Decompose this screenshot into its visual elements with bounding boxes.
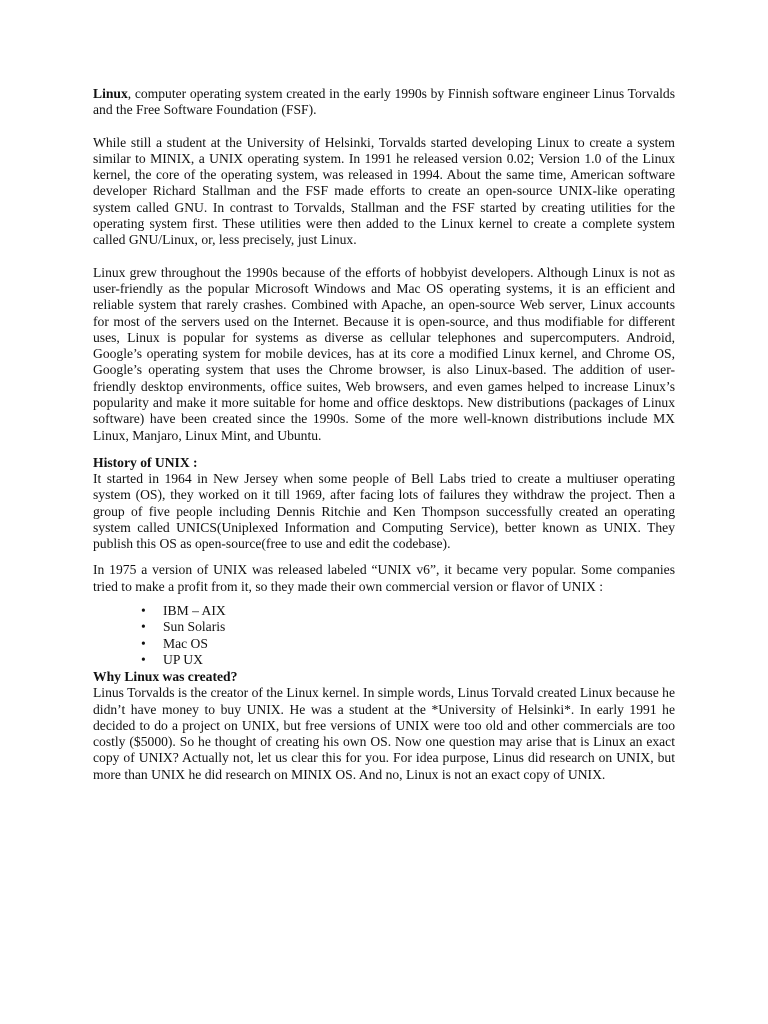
list-item: • IBM – AIX	[141, 603, 226, 619]
list-item: • Sun Solaris	[141, 619, 226, 635]
bullet-icon: •	[141, 619, 146, 635]
helsinki-paragraph: While still a student at the University of Helsinki, Torvalds started developing Linux to create a system similar to MINIX, a UNIX operating system. In 1991 he released version 0.02; Version 1.0 of the Linux kernel, the core of the operating system, was released in 1994. About the same time, American software developer Richard Stallman and the FSF made efforts to create an open-source UNIX-like operating system called GNU. In contrast to Torvalds, Stallman and the FSF started by creating utilities for the operating system first. These utilities were then added to the Linux kernel to create a complete system called GNU/Linux, or, less precisely, just Linux.	[93, 134, 675, 248]
why-linux-paragraph: Linus Torvalds is the creator of the Linux kernel. In simple words, Linus Torvald created Linux because he didn’t have money to buy UNIX. He was a student at the *University of Helsinki*. In early 1991 he decided to do a project on UNIX, but free versions of UNIX were too old and other commercials are too costly ($5000). So he thought of creating his own OS. Now one question may arise that is Linux an exact copy of UNIX? Actually not, let us clear this for you. For idea purpose, Linus did research on UNIX, but more than UNIX he did research on MINIX OS. And no, Linux is not an exact copy of UNIX.	[93, 685, 675, 782]
history-heading: History of UNIX :	[93, 454, 198, 470]
unix-flavors-list	[93, 603, 675, 668]
history-paragraph: It started in 1964 in New Jersey when some people of Bell Labs tried to create a multiuser operating system (OS), they worked on it till 1969, after facing lots of failures they withdraw the project. Then a group of five people including Dennis Ritchie and Ken Thompson successfully created an operating system called UNICS(Uniplexed Information and Computing Service), better known as UNIX. They publish this OS as open-source(free to use and edit the codebase).	[93, 470, 675, 552]
bullet-icon: •	[141, 603, 146, 619]
intro-paragraph	[93, 86, 675, 119]
growth-paragraph: Linux grew throughout the 1990s because of the efforts of hobbyist developers. Although Linux is not as user-friendly as the popular Microsoft Windows and Mac OS operating systems, it is an efficient and reliable system that rarely crashes. Combined with Apache, an open-source Web server, Linux accounts for most of the servers used on the Internet. Because it is open-source, and thus modifiable for different uses, Linux is popular for systems as diverse as cellular telephones and supercomputers. Android, Google’s operating system for mobile devices, has at its core a modified Linux kernel, and Chrome OS, Google’s operating system that uses the Chrome browser, is also Linux-based. The addition of user-friendly desktop environments, office suites, Web browsers, and even games helped to increase Linux’s popularity and make it more suitable for home and office desktops. New distributions (packages of Linux software) have been created since the 1990s. Some of the more well-known distributions include MX Linux, Manjaro, Linux Mint, and Ubuntu.	[93, 264, 675, 443]
intro-term: Linux	[93, 86, 128, 101]
why-linux-heading: Why Linux was created?	[93, 669, 238, 685]
unix-v6-paragraph: In 1975 a version of UNIX was released labeled “UNIX v6”, it became very popular. Some companies tried to make a profit from it, so they made their own commercial version or flavor of UNIX :	[93, 562, 675, 594]
list-item: • UP UX	[141, 651, 203, 667]
intro-text: , computer operating system created in the early 1990s by Finnish software engineer Linus Torvalds and the Free Software Foundation (FSF).	[93, 86, 675, 118]
bullet-icon: •	[141, 651, 146, 667]
document-page	[93, 86, 675, 783]
list-item: • Mac OS	[141, 635, 208, 651]
bullet-icon: •	[141, 635, 146, 651]
